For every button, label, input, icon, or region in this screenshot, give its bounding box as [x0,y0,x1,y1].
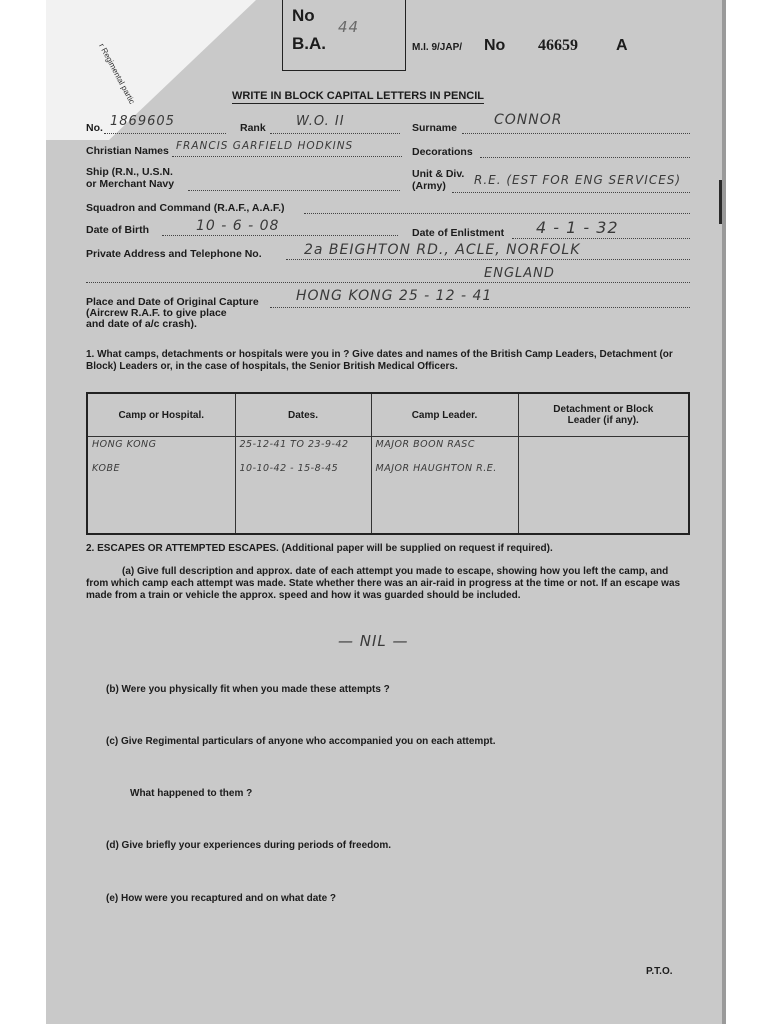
question-2d-text: (d) Give briefly your experiences during periods of freedom. [106,840,392,851]
christian-names-line [172,156,402,157]
no-value: 1869605 [110,114,175,129]
table-row [87,461,689,485]
table-cell-leader: MAJOR BOON RASC [371,437,518,462]
table-header-detachment-leader: Detachment or Block Leader (if any). [518,393,689,437]
question-2c-followup: What happened to them ? [130,788,253,799]
capture-value: HONG KONG 25 - 12 - 41 [296,288,493,304]
enlistment-label: Date of Enlistment [412,227,505,239]
box-ba-label: B.A. [292,34,326,53]
question-2-title: 2. ESCAPES OR ATTEMPTED ESCAPES. (Additional paper will be supplied on request if required). [86,543,553,554]
table-cell-leader: MAJOR HAUGHTON R.E. [371,461,518,485]
christian-names-value: FRANCIS GARFIELD HODKINS [176,140,354,152]
question-2b-text: (b) Were you physically fit when you made these attempts ? [106,684,390,695]
dob-value: 10 - 6 - 08 [196,218,280,234]
box-no-label: No [292,6,315,25]
table-header-camp: Camp or Hospital. [87,393,235,437]
surname-line [462,133,690,134]
question-2a-text: (a) Give full description and approx. date of each attempt you made to escape, showing how you left the camp, and from which camp each attempt was made. State whether there was an air-raid in progress at the time or not. If an escape was made from a train or vehicle the approx. speed and how it was guarded should be included. [86,566,681,601]
decorations-label: Decorations [412,146,473,158]
table-empty-cell [371,485,518,534]
rank-value: W.O. II [296,114,345,129]
form-letter: A [616,37,628,54]
table-cell-dates: 10-10-42 - 15-8-45 [235,461,371,485]
table-empty-cell [235,485,371,534]
table-empty-cell [87,485,235,534]
table-cell-camp: HONG KONG [87,437,235,462]
folded-corner-text: r Regimental partic [97,42,137,106]
squadron-label: Squadron and Command (R.A.F., A.A.F.) [86,202,285,214]
address-value: 2a BEIGHTON RD., ACLE, NORFOLK [304,242,581,258]
surname-value: CONNOR [494,112,563,128]
instruction-heading: WRITE IN BLOCK CAPITAL LETTERS IN PENCIL [232,90,484,102]
christian-names-label: Christian Names [86,145,169,157]
capture-label-3: and date of a/c crash). [86,318,197,330]
surname-label: Surname [412,122,457,134]
table-header-row [87,393,689,437]
no-line [104,133,226,134]
unit-label: Unit & Div. [412,168,465,180]
enlistment-line [512,238,690,239]
squadron-line [304,213,690,214]
table-cell-dates: 25-12-41 TO 23-9-42 [235,437,371,462]
table-cell-detachment [518,461,689,485]
ship-line [188,190,400,191]
capture-line [270,307,690,308]
ship-label: Ship (R.N., U.S.N. [86,166,173,178]
table-header-dates: Dates. [235,393,371,437]
address-line-2 [86,282,690,283]
address-value-2: ENGLAND [484,266,555,281]
rank-label: Rank [240,122,266,134]
address-line [286,259,690,260]
table-empty-cell [518,485,689,534]
question-2c-text: (c) Give Regimental particulars of anyone who accompanied you on each attempt. [106,736,496,747]
dob-line [162,235,398,236]
camps-table [86,392,690,535]
mi-reference: M.I. 9/JAP/ [412,42,463,53]
no-label: No. [86,122,103,134]
question-1-text: 1. What camps, detachments or hospitals were you in ? Give dates and names of the British Camp Leaders, Detachment (or Block) Leaders or, in the case of hospitals, the Senior British Medical Officers. [86,349,673,372]
ship-label-2: or Merchant Navy [86,178,175,190]
table-row [87,437,689,462]
page-edge-mark [719,180,722,224]
question-2e-text: (e) How were you recaptured and on what date ? [106,893,337,904]
address-label: Private Address and Telephone No. [86,248,262,260]
box-handwritten-number: 44 [338,18,360,36]
pto-label: P.T.O. [646,966,673,977]
unit-value: R.E. (EST FOR ENG SERVICES) [474,173,682,187]
decorations-line [480,157,690,158]
table-cell-camp: KOBE [87,461,235,485]
form-no-label: No [484,37,506,54]
table-empty-row [87,485,689,534]
page-edge-shadow [722,0,726,1024]
enlistment-value: 4 - 1 - 32 [536,218,619,237]
question-2a-answer: — NIL — [338,632,409,650]
rank-line [270,133,400,134]
unit-line [452,192,690,193]
form-number: 46659 [538,37,578,54]
unit-label-2: (Army) [412,180,446,192]
table-cell-detachment [518,437,689,462]
table-header-camp-leader: Camp Leader. [371,393,518,437]
capture-label: Place and Date of Original Capture [86,296,259,308]
dob-label: Date of Birth [86,224,149,236]
capture-label-2: (Aircrew R.A.F. to give place [86,307,227,319]
